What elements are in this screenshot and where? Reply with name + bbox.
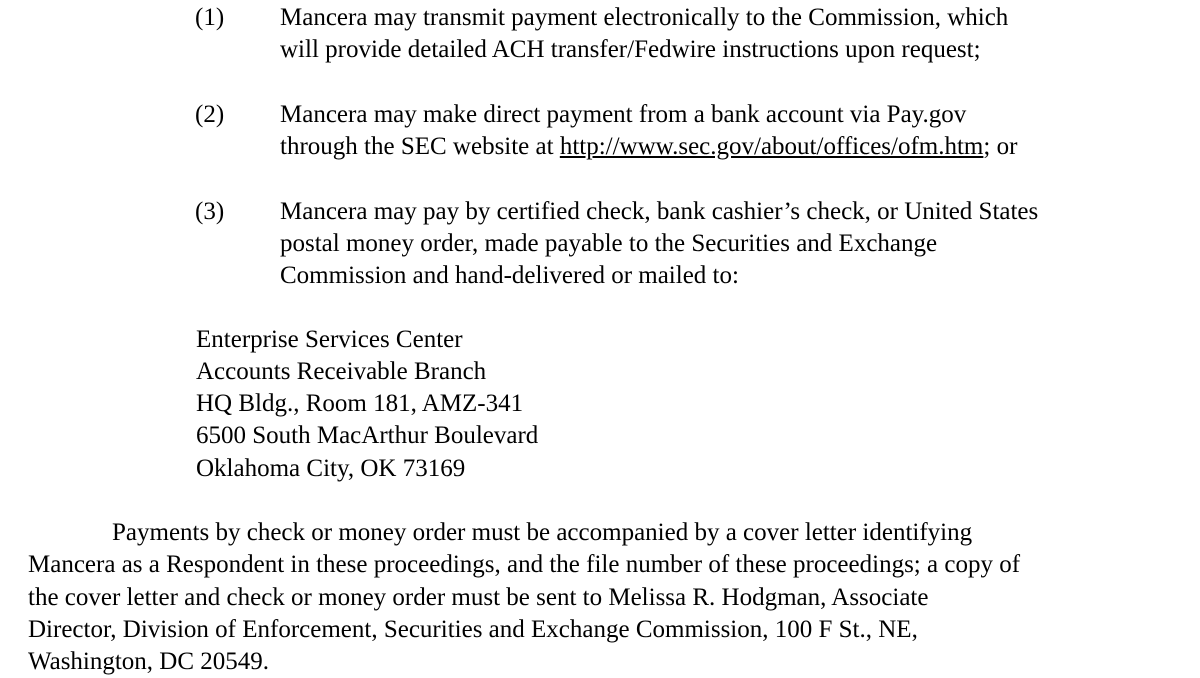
address-line-3: HQ Bldg., Room 181, AMZ-341 — [196, 390, 524, 417]
item-2-line-2-suffix: ; or — [983, 133, 1018, 160]
address-line-5: Oklahoma City, OK 73169 — [196, 455, 466, 482]
address-line-2: Accounts Receivable Branch — [196, 358, 487, 385]
item-1-line-1: Mancera may transmit payment electronically to the Commission, which — [280, 4, 1009, 31]
paragraph-line-5: Washington, DC 20549. — [28, 648, 270, 675]
paragraph-line-1: Payments by check or money order must be accompanied by a cover letter identifying — [112, 519, 973, 546]
item-1-line-2: will provide detailed ACH transfer/Fedwire instructions upon request; — [280, 36, 981, 63]
item-2-line-2 — [280, 131, 1017, 163]
paragraph-line-4: Director, Division of Enforcement, Securities and Exchange Commission, 100 F St., NE, — [28, 616, 918, 643]
sec-ofm-link[interactable]: http://www.sec.gov/about/offices/ofm.htm — [559, 133, 984, 160]
item-3-line-3: Commission and hand-delivered or mailed to: — [280, 262, 739, 289]
item-2-number: (2) — [195, 101, 225, 128]
paragraph-line-3: the cover letter and check or money order must be sent to Melissa R. Hodgman, Associate — [28, 584, 929, 611]
item-2-line-1: Mancera may make direct payment from a bank account via Pay.gov — [280, 101, 967, 128]
item-3-line-2: postal money order, made payable to the Securities and Exchange — [280, 230, 938, 257]
address-line-1: Enterprise Services Center — [196, 326, 463, 353]
item-1-number: (1) — [195, 4, 225, 31]
address-line-4: 6500 South MacArthur Boulevard — [196, 422, 539, 449]
item-2-line-2-prefix: through the SEC website at — [280, 133, 560, 160]
item-3-line-1: Mancera may pay by certified check, bank cashier’s check, or United States — [280, 198, 1039, 225]
item-3-number: (3) — [195, 198, 225, 225]
paragraph-line-2: Mancera as a Respondent in these proceedings, and the file number of these proceedings; a copy of — [28, 551, 1021, 578]
